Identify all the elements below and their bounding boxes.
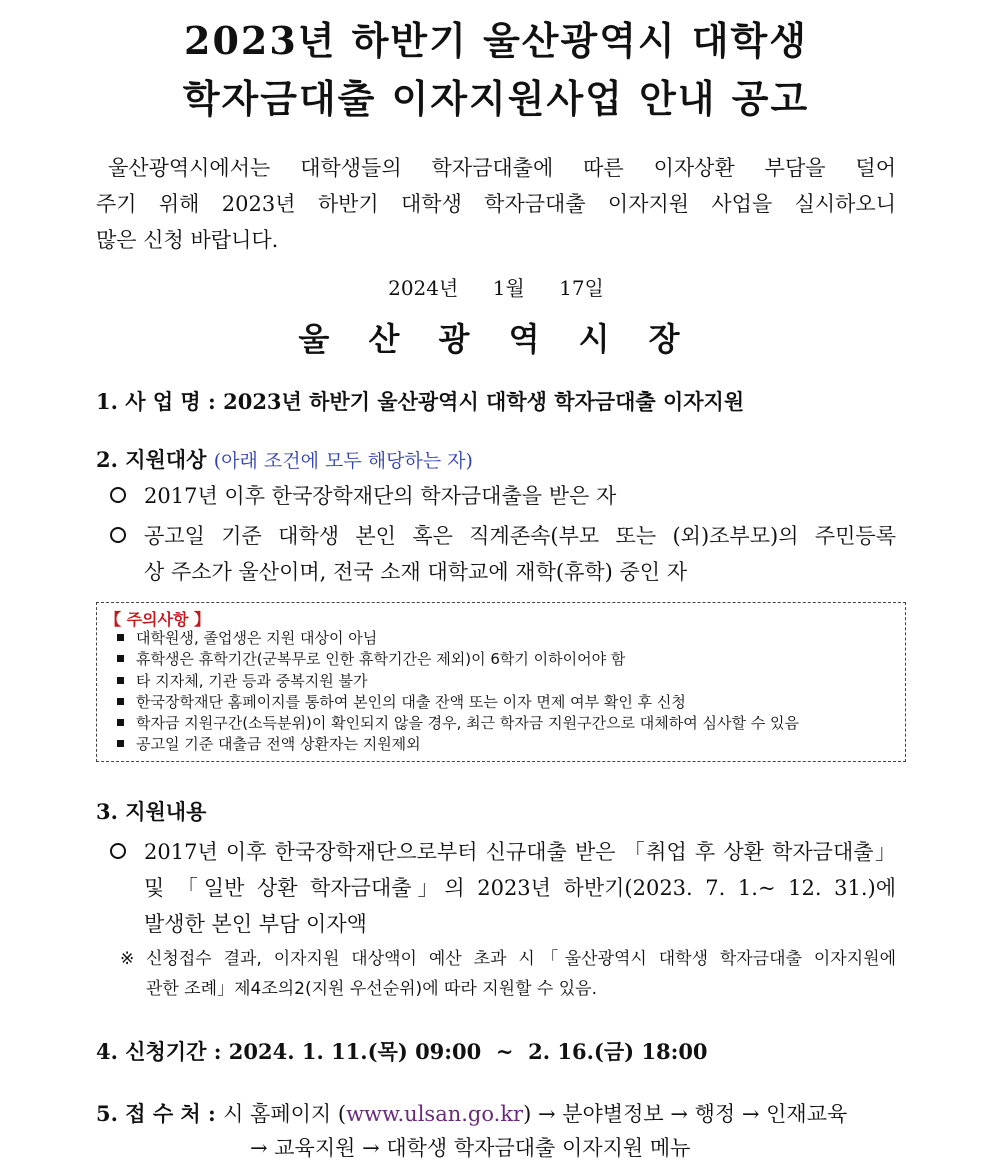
bullet-line: 및 「일반 상환 학자금대출」의 2023년 하반기(2023. 7. 1.~ 12. 31.)에 — [144, 876, 896, 900]
square-bullet-icon — [117, 655, 124, 662]
date-year: 2024년 — [388, 276, 459, 300]
intro-line: 주기 위해 2023년 하반기 대학생 학자금대출 이자지원 사업을 실시하오니 — [96, 192, 896, 216]
section-4-application-period — [96, 1036, 708, 1066]
caution-box — [96, 602, 906, 762]
section-5-path: ) → 분야별정보 → 행정 → 인재교육 — [523, 1102, 848, 1126]
support-bullet — [110, 834, 896, 942]
bullet-line: 상 주소가 울산이며, 전국 소재 대학교에 재학(휴학) 중인 자 — [144, 560, 688, 584]
section-5-path-continued — [250, 1132, 690, 1162]
section-1-label: 1. 사 업 명 : — [96, 389, 224, 414]
section-5-line2: → 교육지원 → 대학생 학자금대출 이자지원 메뉴 — [250, 1136, 691, 1160]
caution-item — [117, 649, 799, 670]
section-4-value: 2024. 1. 11.(목) 09:00 ~ 2. 16.(금) 18:00 — [228, 1039, 708, 1064]
bullet-line: 2017년 이후 한국장학재단으로부터 신규대출 받은 「취업 후 상환 학자금대출」 — [144, 840, 896, 864]
section-2-subnote: (아래 조건에 모두 해당하는 자) — [213, 450, 473, 472]
intro-line: 울산광역시에서는 대학생들의 학자금대출에 따른 이자상환 부담을 덜어 — [108, 156, 896, 180]
section-5-reception — [96, 1098, 847, 1128]
caution-item — [117, 628, 799, 649]
circle-bullet-icon — [110, 487, 126, 503]
section-3-label: 3. 지원내용 — [96, 799, 207, 824]
caution-item-text: 타 지자체, 기관 등과 중복지원 불가 — [136, 671, 368, 690]
caution-item-text: 한국장학재단 홈페이지를 통하여 본인의 대출 잔액 또는 이자 면제 여부 확인 후 신청 — [136, 692, 686, 711]
section-2-eligibility — [96, 444, 473, 474]
caution-item — [117, 671, 799, 692]
announcement-date — [0, 272, 992, 301]
caution-item — [117, 713, 799, 734]
section-5-label: 5. 접 수 처 : — [96, 1101, 224, 1126]
square-bullet-icon — [117, 634, 124, 641]
note-line: 관한 조례」제4조의2(지원 우선순위)에 따라 지원할 수 있음. — [146, 979, 598, 999]
section-3-support-content — [96, 796, 206, 826]
date-day: 17일 — [559, 276, 604, 300]
square-bullet-icon — [117, 698, 124, 705]
intro-line: 많은 신청 바랍니다. — [96, 228, 279, 252]
circle-bullet-icon — [110, 527, 126, 543]
circle-bullet-icon — [110, 843, 126, 859]
section-5-pre: 시 홈페이지 ( — [223, 1102, 347, 1126]
bullet-line: 2017년 이후 한국장학재단의 학자금대출을 받은 자 — [144, 484, 617, 508]
note-line: 신청접수 결과, 이자지원 대상액이 예산 초과 시「울산광역시 대학생 학자금대출 이자지원에 — [146, 949, 896, 969]
square-bullet-icon — [117, 740, 124, 747]
eligibility-bullet — [110, 478, 896, 514]
caution-list — [117, 628, 799, 756]
caution-item-text: 휴학생은 휴학기간(군복무로 인한 휴학기간은 제외)이 6학기 이하이어야 함 — [136, 650, 626, 669]
reference-mark-icon: ※ — [120, 949, 135, 969]
title-line-1: 2023년 하반기 울산광역시 대학생 — [184, 18, 808, 63]
eligibility-bullet — [110, 518, 896, 590]
section-4-label: 4. 신청기간 : — [96, 1039, 229, 1064]
issuer-name: 울 산 광 역 시 장 — [298, 320, 694, 358]
homepage-link[interactable]: www.ulsan.go.kr — [346, 1102, 524, 1126]
caution-item — [117, 692, 799, 713]
section-1-value: 2023년 하반기 울산광역시 대학생 학자금대출 이자지원 — [223, 389, 745, 414]
section-1-project-name — [96, 386, 744, 416]
square-bullet-icon — [117, 719, 124, 726]
caution-item — [117, 734, 799, 755]
caution-item-text: 대학원생, 졸업생은 지원 대상이 아님 — [136, 629, 378, 647]
section-2-label: 2. 지원대상 — [96, 447, 207, 472]
title-line-2: 학자금대출 이자지원사업 안내 공고 — [182, 76, 810, 121]
caution-title: 【 주의사항 】 — [105, 610, 210, 629]
bullet-line: 발생한 본인 부담 이자액 — [144, 912, 367, 936]
intro-paragraph — [96, 150, 896, 258]
bullet-line: 공고일 기준 대학생 본인 혹은 직계존속(부모 또는 (외)조부모)의 주민등록 — [144, 524, 896, 548]
square-bullet-icon — [117, 677, 124, 684]
support-note — [120, 944, 896, 1004]
date-month: 1월 — [492, 276, 525, 300]
caution-item-text: 공고일 기준 대출금 전액 상환자는 지원제외 — [136, 735, 421, 754]
caution-item-text: 학자금 지원구간(소득분위)이 확인되지 않을 경우, 최근 학자금 지원구간으로 대체하여 심사할 수 있음 — [136, 714, 800, 733]
